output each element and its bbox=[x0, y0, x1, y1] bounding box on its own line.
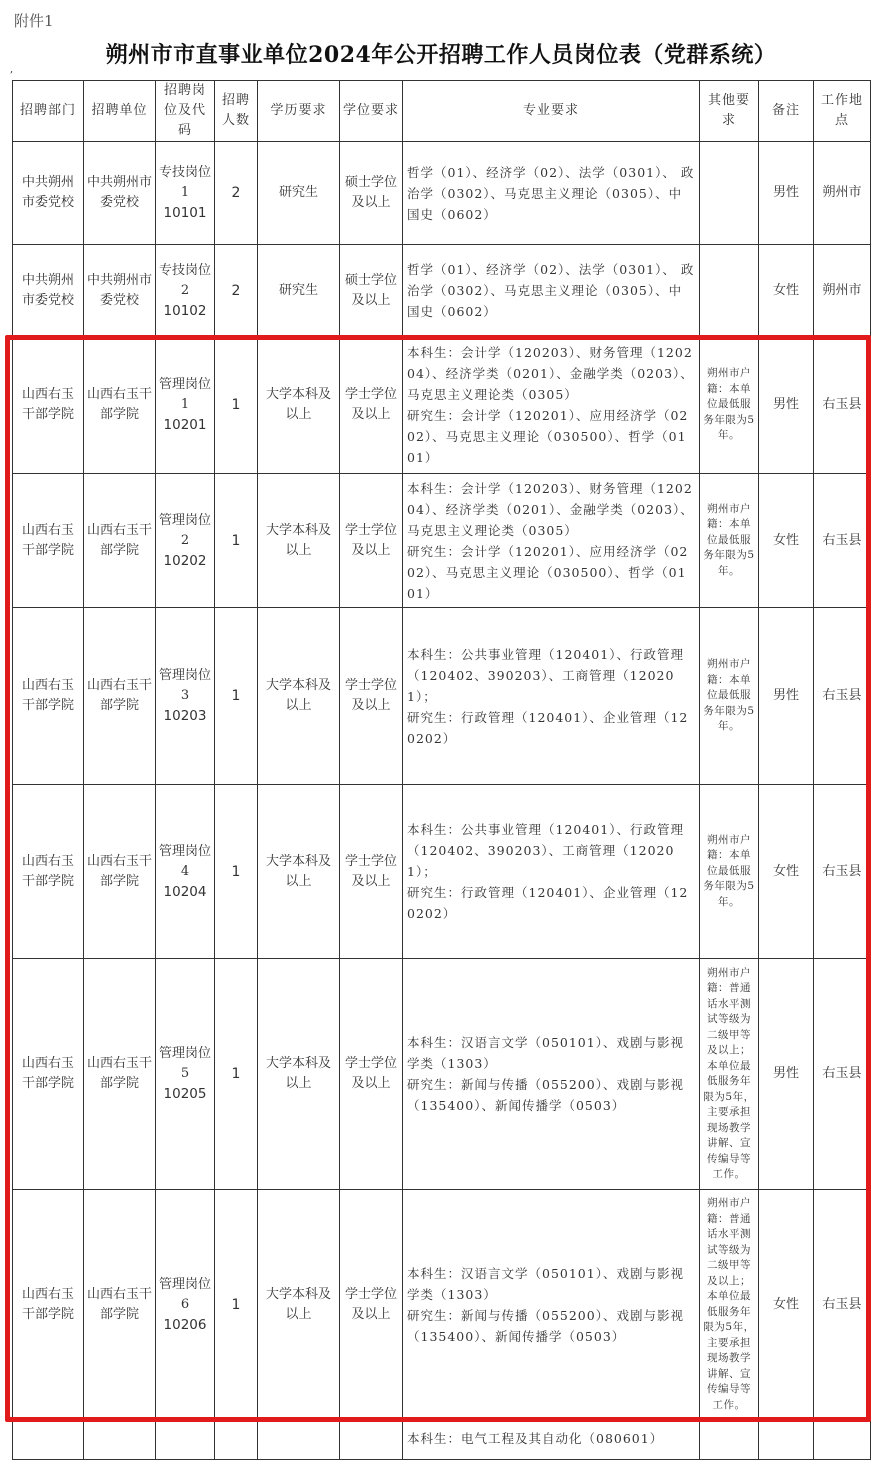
cell-location: 右玉县 bbox=[814, 785, 871, 959]
attachment-label: 附件1 bbox=[14, 12, 54, 30]
cell-other: 朔州市户籍：本单位最低服务年限为5年。 bbox=[700, 474, 759, 608]
cell-education: 大学本科及以上 bbox=[258, 1190, 340, 1420]
cell-count: 2 bbox=[215, 142, 258, 245]
table-row bbox=[13, 959, 871, 1190]
cell-position bbox=[156, 1190, 215, 1420]
cell-position bbox=[156, 785, 215, 959]
cell-education: 大学本科及以上 bbox=[258, 337, 340, 474]
table-row bbox=[13, 474, 871, 608]
position-name: 管理岗位5 bbox=[159, 1046, 212, 1081]
major-line-grad: 研究生：行政管理（120401）、企业管理（120202） bbox=[407, 885, 689, 921]
header-location: 工作地点 bbox=[814, 81, 871, 142]
major-line-grad: 研究生：行政管理（120401）、企业管理（120202） bbox=[407, 709, 689, 746]
cell-major bbox=[403, 785, 700, 959]
position-code: 10204 bbox=[163, 883, 207, 900]
major-line-undergrad: 本科生：汉语言文学（050101）、戏剧与影视学类（1303） bbox=[407, 1035, 684, 1071]
cell-note: 女性 bbox=[759, 1190, 814, 1420]
cell-unit: 山西右玉干部学院 bbox=[84, 1190, 156, 1420]
cell-degree: 学士学位及以上 bbox=[340, 608, 403, 785]
cell-unit: 山西右玉干部学院 bbox=[84, 337, 156, 474]
cell-unit: 山西右玉干部学院 bbox=[84, 474, 156, 608]
cell-note: 男性 bbox=[759, 337, 814, 474]
cell-other: 朔州市户籍：本单位最低服务年限为5年。 bbox=[700, 785, 759, 959]
major-line-grad: 研究生：新闻与传播（055200）、戏剧与影视（135400）、新闻传播学（0503） bbox=[407, 1077, 684, 1113]
header-row bbox=[13, 81, 871, 142]
cell-other: 朔州市户籍：本单位最低服务年限为5年。 bbox=[700, 608, 759, 785]
cell-degree: 学士学位及以上 bbox=[340, 1190, 403, 1420]
major-line-undergrad: 本科生：汉语言文学（050101）、戏剧与影视学类（1303） bbox=[407, 1265, 684, 1302]
cell-department: 山西右玉干部学院 bbox=[13, 959, 84, 1190]
cell-education: 研究生 bbox=[258, 245, 340, 337]
table-row bbox=[13, 608, 871, 785]
cell-note: 男性 bbox=[759, 608, 814, 785]
cell-count: 1 bbox=[215, 337, 258, 474]
cell-major bbox=[403, 142, 700, 245]
cell-unit: 中共朔州市委党校 bbox=[84, 142, 156, 245]
cell-position bbox=[156, 245, 215, 337]
table-row-partial bbox=[13, 1420, 871, 1460]
cell-position bbox=[156, 142, 215, 245]
cell-count: 1 bbox=[215, 959, 258, 1190]
position-code: 10101 bbox=[163, 205, 207, 221]
cell-major bbox=[403, 1190, 700, 1420]
cell-degree: 硕士学位及以上 bbox=[340, 142, 403, 245]
major-line-undergrad: 本科生：会计学（120203）、财务管理（120204）、经济学类（0201）、金融学类（0203）、马克思主义理论类（0305） bbox=[407, 480, 694, 538]
header-degree: 学位要求 bbox=[340, 81, 403, 142]
header-count: 招聘人数 bbox=[215, 81, 258, 142]
cell-location: 右玉县 bbox=[814, 1190, 871, 1420]
cell-unit: 山西右玉干部学院 bbox=[84, 785, 156, 959]
cell-count: 2 bbox=[215, 245, 258, 337]
major-line-undergrad: 本科生：公共事业管理（120401）、行政管理（120402、390203）、工商管理（120201）； bbox=[407, 822, 684, 879]
position-name: 管理岗位1 bbox=[159, 377, 212, 412]
cell-degree: 学士学位及以上 bbox=[340, 474, 403, 608]
position-name: 管理岗位4 bbox=[159, 843, 212, 879]
cell-note: 女性 bbox=[759, 474, 814, 608]
cell-degree: 学士学位及以上 bbox=[340, 785, 403, 959]
cell-unit: 山西右玉干部学院 bbox=[84, 608, 156, 785]
cell-location: 朔州市 bbox=[814, 245, 871, 337]
position-name: 管理岗位2 bbox=[159, 512, 212, 548]
cell-other: 朔州市户籍：普通话水平测试等级为二级甲等及以上；本单位最低服务年限为5年，主要承担现场教学讲解、宣传编导等工作。 bbox=[700, 1190, 759, 1420]
cell-note: 女性 bbox=[759, 785, 814, 959]
stray-mark: , bbox=[10, 64, 14, 75]
position-code: 10102 bbox=[163, 302, 207, 319]
cell-location: 右玉县 bbox=[814, 959, 871, 1190]
cell-note: 女性 bbox=[759, 245, 814, 337]
page-title: 朔州市市直事业单位2024年公开招聘工作人员岗位表（党群系统） bbox=[105, 42, 777, 68]
cell-note: 男性 bbox=[759, 959, 814, 1190]
cell-major bbox=[403, 245, 700, 337]
header-other: 其他要求 bbox=[700, 81, 759, 142]
cell-department: 山西右玉干部学院 bbox=[13, 785, 84, 959]
cell-department: 中共朔州市委党校 bbox=[13, 142, 84, 245]
position-name: 管理岗位3 bbox=[159, 668, 212, 703]
position-name: 管理岗位6 bbox=[159, 1276, 212, 1312]
cell-note: 男性 bbox=[759, 142, 814, 245]
cell-major bbox=[403, 474, 700, 608]
position-code: 10203 bbox=[163, 708, 207, 724]
major-line: 哲学（01）、经济学（02）、法学（0301）、 政治学（0302）、马克思主义理论（0305）、中国史（0602） bbox=[407, 164, 695, 222]
cell-unit: 山西右玉干部学院 bbox=[84, 959, 156, 1190]
major-line: 哲学（01）、经济学（02）、法学（0301）、 政治学（0302）、马克思主义理论（0305）、中国史（0602） bbox=[407, 262, 695, 319]
table-row bbox=[13, 337, 871, 474]
cell-other bbox=[700, 245, 759, 337]
cell-location: 朔州市 bbox=[814, 142, 871, 245]
cell-location: 右玉县 bbox=[814, 474, 871, 608]
cell-location: 右玉县 bbox=[814, 608, 871, 785]
cell-degree: 硕士学位及以上 bbox=[340, 245, 403, 337]
position-code: 10205 bbox=[163, 1086, 207, 1102]
cell-education: 大学本科及以上 bbox=[258, 785, 340, 959]
major-line-undergrad: 本科生：会计学（120203）、财务管理（120204）、经济学类（0201）、金融学类（0203）、马克思主义理论类（0305） bbox=[407, 345, 694, 402]
cell-department: 山西右玉干部学院 bbox=[13, 1190, 84, 1420]
position-name: 专技岗位1 bbox=[159, 165, 212, 200]
cell-department: 山西右玉干部学院 bbox=[13, 608, 84, 785]
position-name: 专技岗位2 bbox=[159, 262, 212, 298]
cell-other bbox=[700, 142, 759, 245]
position-code: 10202 bbox=[163, 552, 207, 569]
recruitment-table bbox=[12, 80, 871, 1460]
major-line-grad: 研究生：新闻与传播（055200）、戏剧与影视（135400）、新闻传播学（0503） bbox=[407, 1307, 684, 1344]
header-unit: 招聘单位 bbox=[84, 81, 156, 142]
cell-education: 大学本科及以上 bbox=[258, 608, 340, 785]
table-row bbox=[13, 785, 871, 959]
cell-department: 山西右玉干部学院 bbox=[13, 474, 84, 608]
cell-department: 山西右玉干部学院 bbox=[13, 337, 84, 474]
position-code: 10201 bbox=[163, 417, 207, 433]
cell-unit: 中共朔州市委党校 bbox=[84, 245, 156, 337]
cell-education: 研究生 bbox=[258, 142, 340, 245]
major-line-grad: 研究生：会计学（120201）、应用经济学（0202）、马克思主义理论（030500）、哲学（0101） bbox=[407, 543, 689, 601]
header-position: 招聘岗位及代码 bbox=[156, 81, 215, 142]
cell-position bbox=[156, 959, 215, 1190]
cell-count: 1 bbox=[215, 785, 258, 959]
cell-major bbox=[403, 1420, 700, 1460]
cell-position bbox=[156, 474, 215, 608]
cell-count: 1 bbox=[215, 1190, 258, 1420]
cell-count: 1 bbox=[215, 608, 258, 785]
major-line-undergrad: 本科生：公共事业管理（120401）、行政管理（120402、390203）、工商管理（120201）； bbox=[407, 646, 684, 704]
table-row bbox=[13, 142, 871, 245]
header-major: 专业要求 bbox=[403, 81, 700, 142]
table-row bbox=[13, 245, 871, 337]
cell-position bbox=[156, 608, 215, 785]
position-code: 10206 bbox=[163, 1316, 207, 1333]
table-row bbox=[13, 1190, 871, 1420]
cell-department: 中共朔州市委党校 bbox=[13, 245, 84, 337]
cell-count: 1 bbox=[215, 474, 258, 608]
cell-major bbox=[403, 337, 700, 474]
cell-other: 朔州市户籍：本单位最低服务年限为5年。 bbox=[700, 337, 759, 474]
major-line-undergrad: 本科生：电气工程及其自动化（080601） bbox=[407, 1431, 664, 1446]
cell-education: 大学本科及以上 bbox=[258, 474, 340, 608]
header-education: 学历要求 bbox=[258, 81, 340, 142]
header-department: 招聘部门 bbox=[13, 81, 84, 142]
cell-position bbox=[156, 337, 215, 474]
cell-major bbox=[403, 959, 700, 1190]
major-line-grad: 研究生：会计学（120201）、应用经济学（0202）、马克思主义理论（030500）、哲学（0101） bbox=[407, 408, 689, 465]
cell-major bbox=[403, 608, 700, 785]
cell-location: 右玉县 bbox=[814, 337, 871, 474]
cell-degree: 学士学位及以上 bbox=[340, 959, 403, 1190]
cell-other: 朔州市户籍：普通话水平测试等级为二级甲等及以上；本单位最低服务年限为5年，主要承担现场教学讲解、宣传编导等工作。 bbox=[700, 959, 759, 1190]
cell-degree: 学士学位及以上 bbox=[340, 337, 403, 474]
cell-education: 大学本科及以上 bbox=[258, 959, 340, 1190]
header-note: 备注 bbox=[759, 81, 814, 142]
